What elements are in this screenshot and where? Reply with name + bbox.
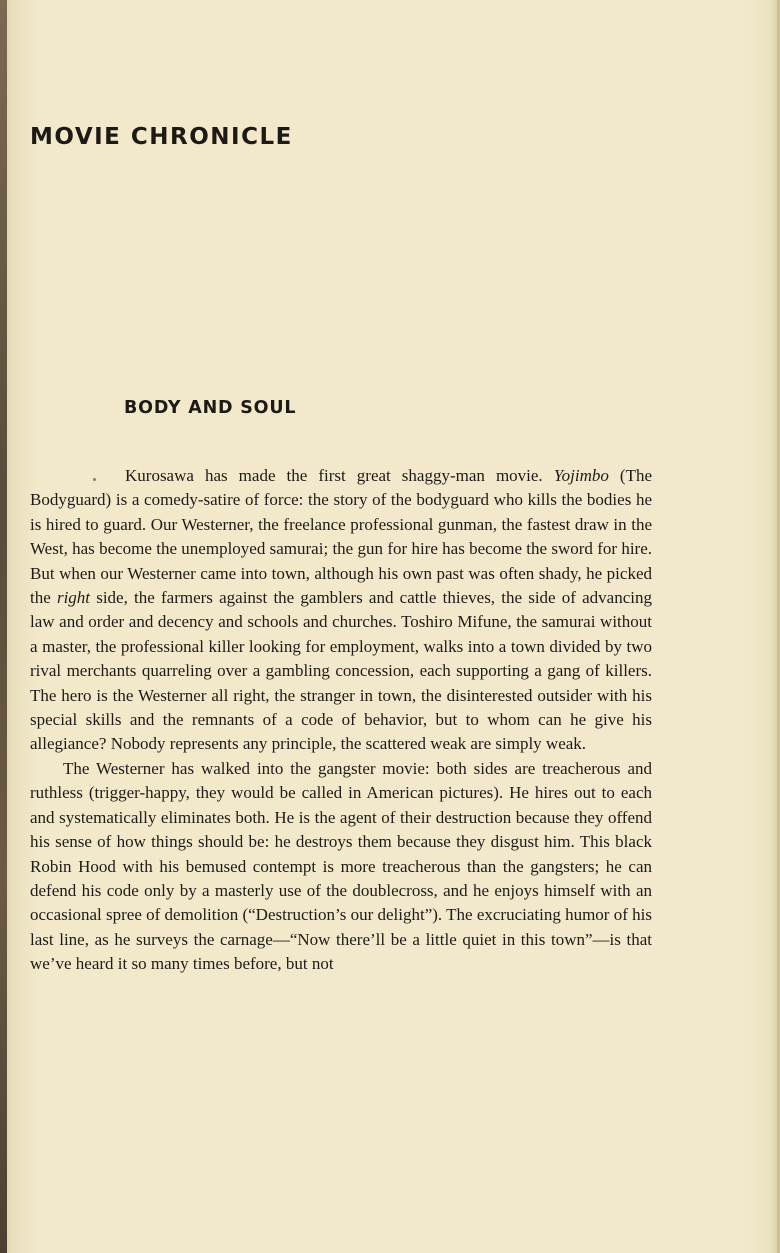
chapter-title: MOVIE CHRONICLE [30,124,293,150]
book-spine-shadow [0,0,7,1253]
paragraph-1 [30,464,652,757]
paragraph-1-text-b: (The Bodyguard) is a comedy-satire of force: the story of the bodyguard who kills the bodies he is hired to guard. Our Westerner, the freelance professional gunman, the fastest draw in the West, has become the unemployed samurai; the gun for hire has become the sword for hire. But when our Westerner came into town, although his own past was often shady, he picked the [30,466,652,608]
emphasis-italic: right [56,588,91,608]
paragraph-1-text-a: Kurosawa has made the first great shaggy-man movie. [125,466,554,485]
section-title: BODY AND SOUL [124,398,297,418]
film-title-italic: Yojimbo [553,466,609,485]
paragraph-2: The Westerner has walked into the gangster movie: both sides are treacherous and ruthless (trigger-happy, they would be called in American pictures). He hires out to each and systematically eliminates both. He is the agent of their destruction because they offend his sense of how things should be: he destroys them because they disgust him. This black Robin Hood with his bemused contempt is more treacherous than the gangsters; he can defend his code only by a masterly use of the doublecross, and he enjoys himself with an occasional spree of demolition (“Destruction’s our delight”). The excruciating humor of his last line, as he surveys the carnage—“Now there’ll be a little quiet in this town”—is that we’ve heard it so many times before, but not [30,758,652,974]
paragraph-1-text-c: side, the farmers against the gamblers and cattle thieves, the side of advancing law and order and decency and schools and churches. Toshiro Mifune, the samurai without a master, the professional killer looking for employment, walks into a town divided by two rival merchants quarreling over a gambling concession, each supporting a gang of killers. The hero is the Westerner all right, the stranger in town, the disinterested outsider with his special skills and the remnants of a code of behavior, but to whom can he give his allegiance? Nobody represents any principle, the scattered weak are simply weak. [30,588,652,754]
body-text [30,464,652,977]
